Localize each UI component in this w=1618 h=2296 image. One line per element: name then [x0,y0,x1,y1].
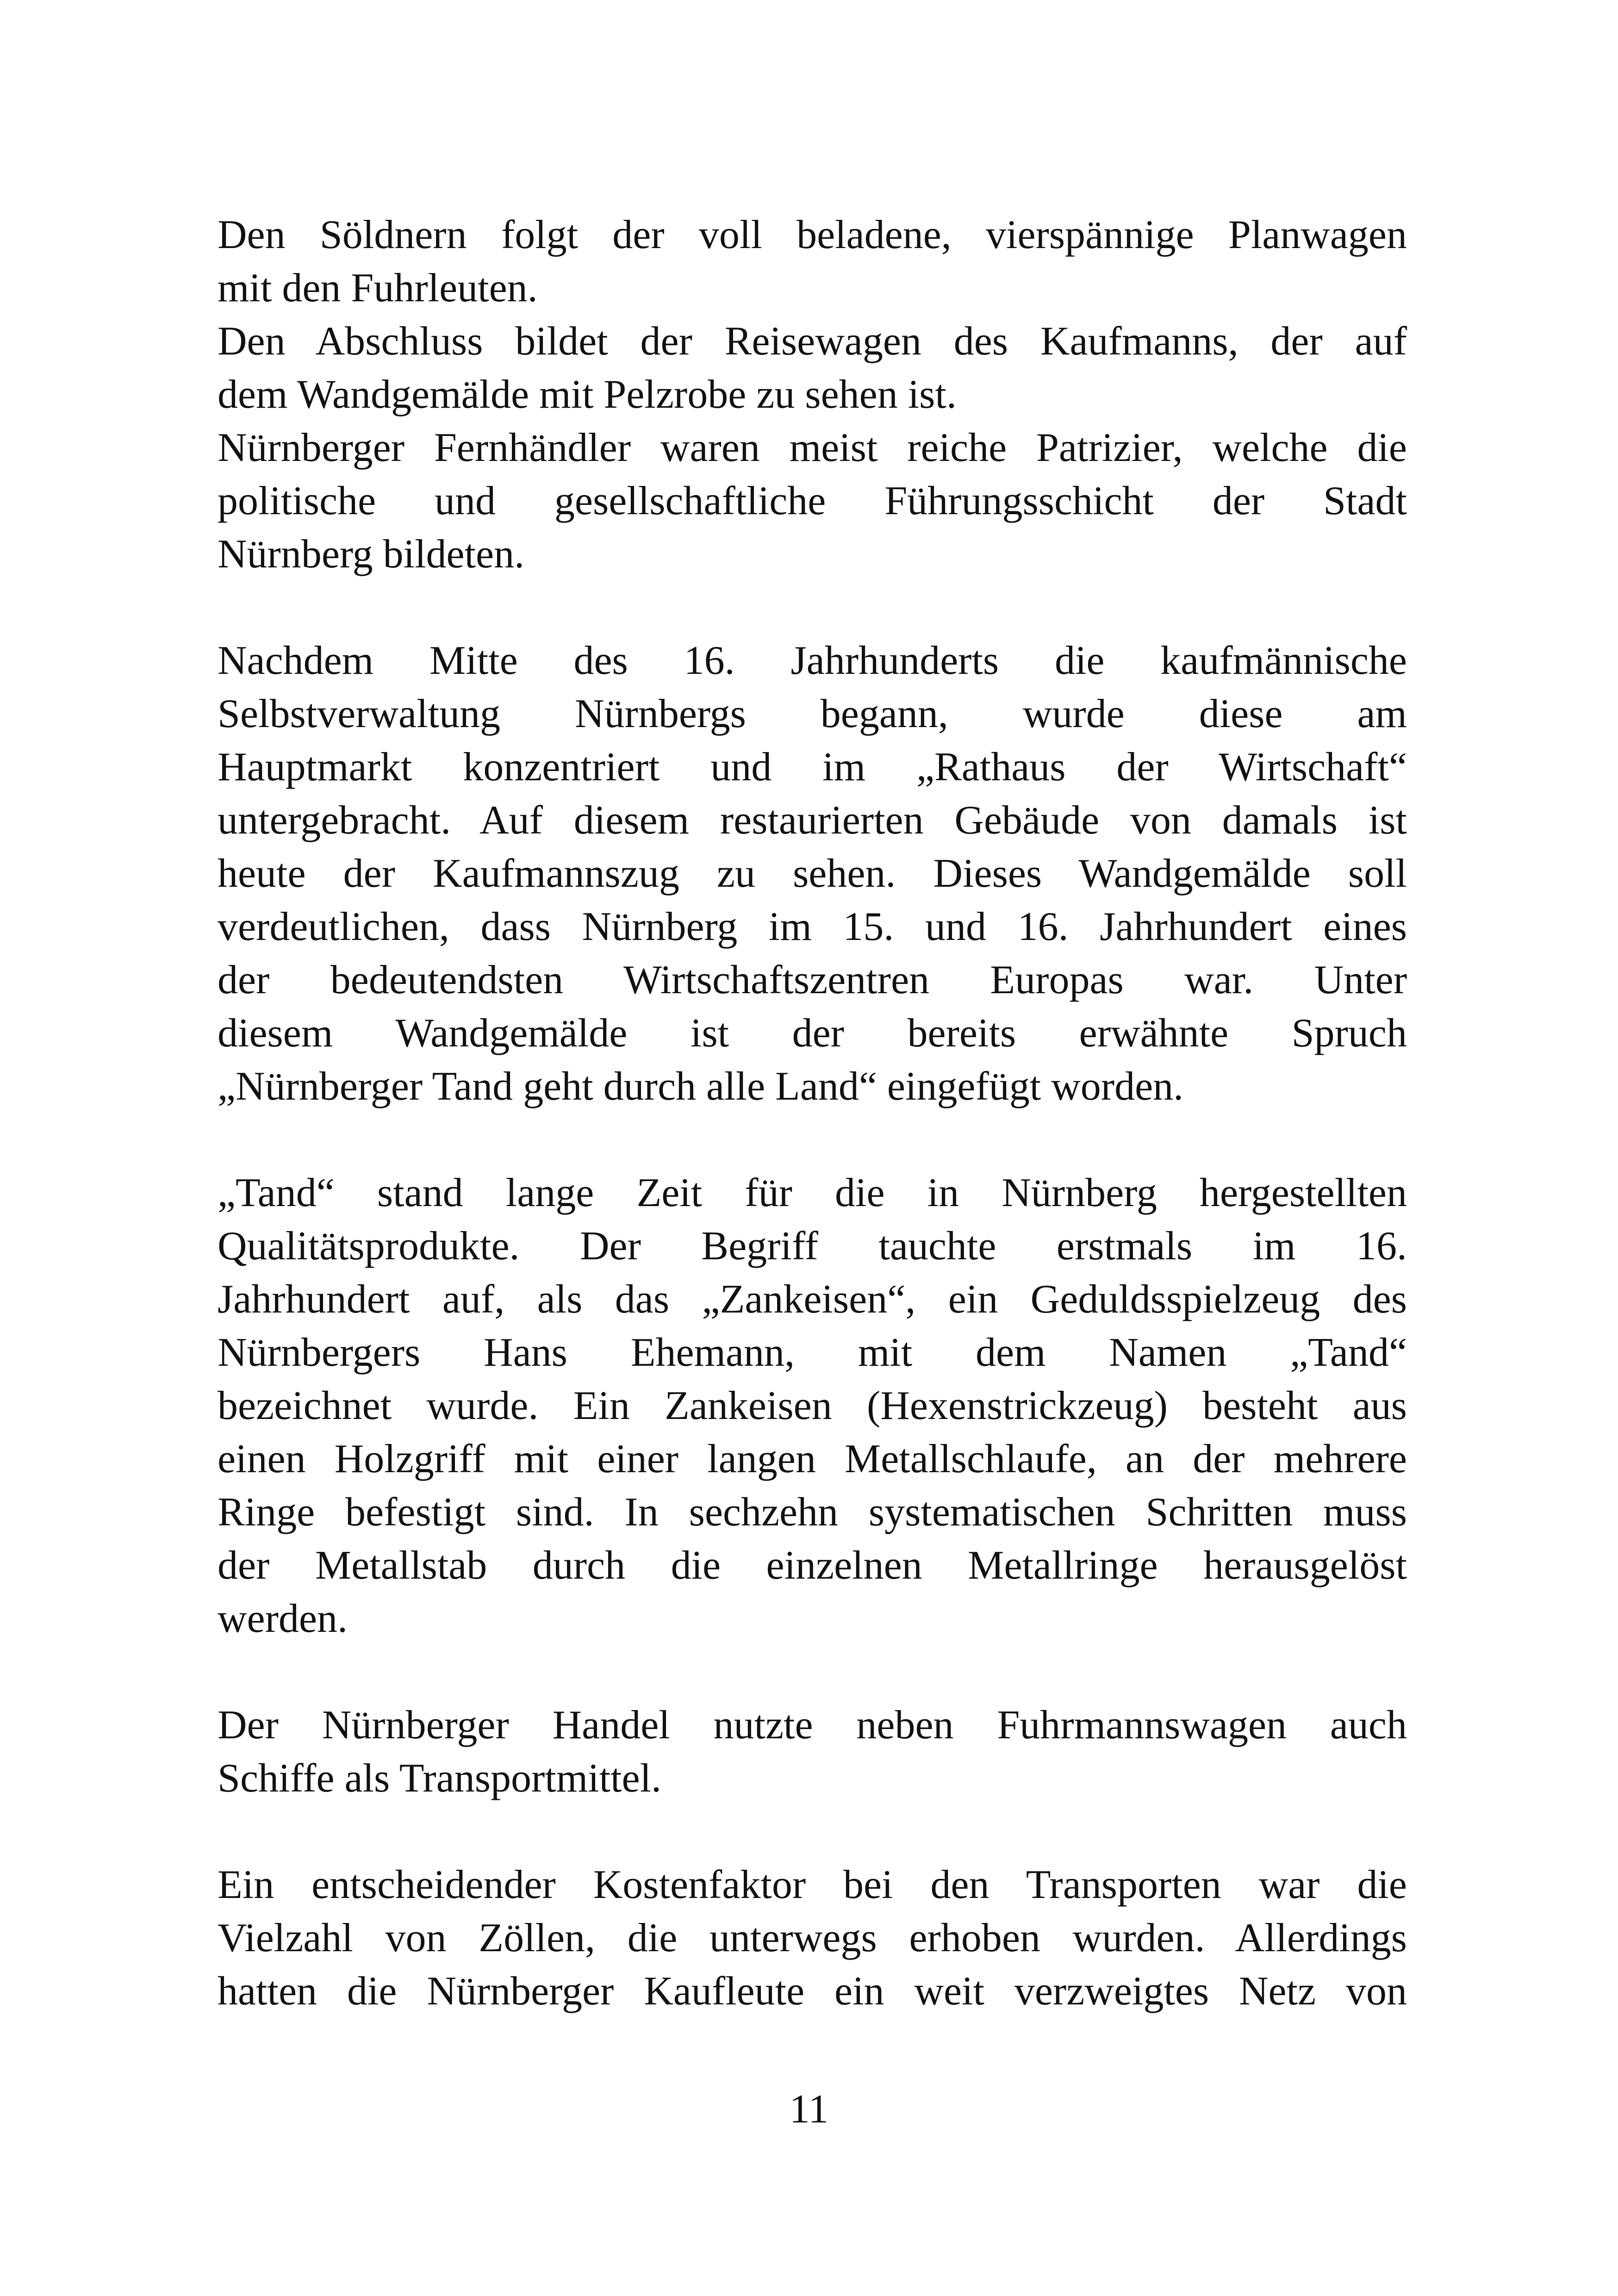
text-line: verdeutlichen, dass Nürnberg im 15. und 16. Jahrhundert eines [218,904,1407,949]
page-number: 11 [789,2087,829,2132]
paragraph [218,1166,1407,1645]
text-line: politische und gesellschaftliche Führungsschicht der Stadt [218,479,1407,523]
text-line: bezeichnet wurde. Ein Zankeisen (Hexenstrickzeug) besteht aus [218,1383,1407,1428]
text-line: „Nürnberger Tand geht durch alle Land“ eingefügt worden. [218,1064,1184,1109]
text-line: heute der Kaufmannszug zu sehen. Dieses Wandgemälde soll [218,851,1407,896]
paragraph [218,1699,1407,1805]
paragraph [218,1858,1407,2018]
text-line: Ringe befestigt sind. In sechzehn systematischen Schritten muss [218,1490,1407,1535]
text-line: einen Holzgriff mit einer langen Metallschlaufe, an der mehrere [218,1437,1407,1481]
text-line: diesem Wandgemälde ist der bereits erwähnte Spruch [218,1011,1407,1056]
text-line: Nürnberg bildeten. [218,532,525,577]
paragraph [218,208,1407,315]
paragraph [218,315,1407,421]
text-line: untergebracht. Auf diesem restaurierten Gebäude von damals ist [218,798,1407,843]
text-line: Den Söldnern folgt der voll beladene, vierspännige Planwagen [218,212,1407,257]
text-line: Vielzahl von Zöllen, die unterwegs erhoben wurden. Allerdings [218,1916,1407,1960]
paragraph [218,421,1407,581]
text-line: Der Nürnberger Handel nutzte neben Fuhrmannswagen auch [218,1703,1407,1748]
text-line: Den Abschluss bildet der Reisewagen des Kaufmanns, der auf [218,319,1407,364]
text-line: Nürnbergers Hans Ehemann, mit dem Namen „Tand“ [218,1330,1407,1375]
text-line: Qualitätsprodukte. Der Begriff tauchte erstmals im 16. [218,1224,1407,1269]
text-line: der Metallstab durch die einzelnen Metallringe herausgelöst [218,1543,1407,1588]
text-line: dem Wandgemälde mit Pelzrobe zu sehen ist. [218,372,957,417]
text-line: mit den Fuhrleuten. [218,266,538,311]
page-body [218,208,1407,2018]
text-line: Jahrhundert auf, als das „Zankeisen“, ein Geduldsspielzeug des [218,1277,1407,1322]
text-line: Hauptmarkt konzentriert und im „Rathaus der Wirtschaft“ [218,745,1407,790]
text-line: der bedeutendsten Wirtschaftszentren Europas war. Unter [218,958,1407,1002]
text-line: werden. [218,1596,348,1641]
text-line: Selbstverwaltung Nürnbergs begann, wurde diese am [218,691,1407,736]
text-line: Nürnberger Fernhändler waren meist reiche Patrizier, welche die [218,425,1407,470]
text-line: „Tand“ stand lange Zeit für die in Nürnberg hergestellten [218,1170,1407,1215]
text-line: Ein entscheidender Kostenfaktor bei den Transporten war die [218,1862,1407,1907]
text-line: Schiffe als Transportmittel. [218,1756,662,1801]
text-line: Nachdem Mitte des 16. Jahrhunderts die kaufmännische [218,638,1407,683]
text-line: hatten die Nürnberger Kaufleute ein weit verzweigtes Netz von [218,1969,1407,2014]
paragraph [218,634,1407,1113]
